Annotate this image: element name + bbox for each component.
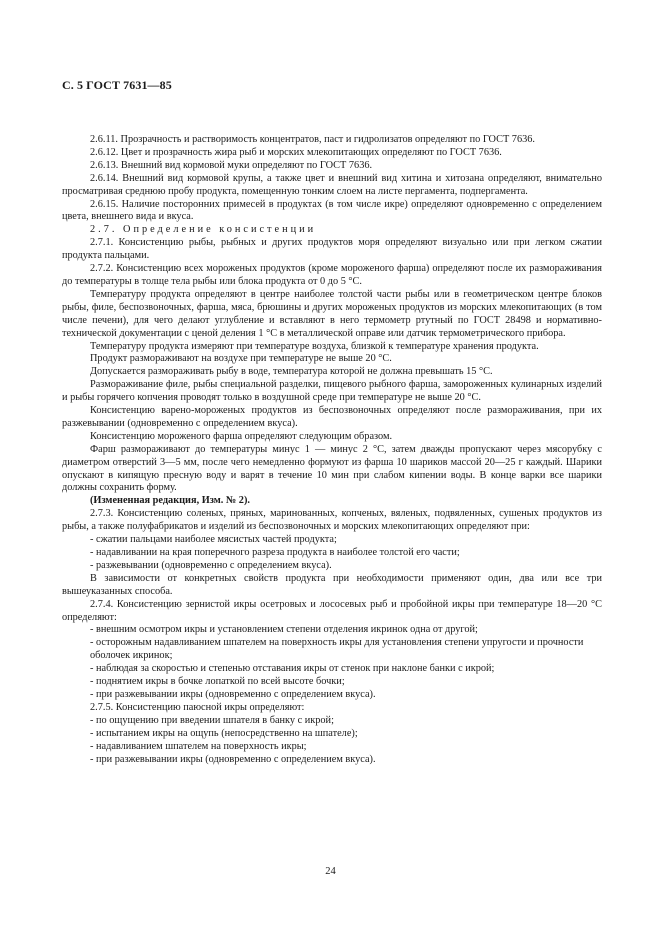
paragraph: 2.7.1. Консистенцию рыбы, рыбных и других продуктов моря определяют визуально или при легком сжатии продукта пальцами. bbox=[62, 237, 602, 262]
list-item: - испытанием икры на ощупь (непосредственно на шпателе); bbox=[90, 727, 358, 739]
list-item: - наблюдая за скоростью и степенью отставания икры от стенок при наклоне банки с икрой; bbox=[90, 663, 495, 675]
paragraph: 2.7.2. Консистенцию всех мороженых продуктов (кроме мороженого фарша) определяют после их размораживания до температуры в толще тела рыбы или блока продукта от 0 до 5 °С. bbox=[62, 263, 602, 287]
list-item: - по ощущению при введении шпателя в банку с икрой; bbox=[90, 714, 334, 726]
list-item: - надавливании на края поперечного разреза продукта в наиболее толстой его части; bbox=[90, 547, 460, 558]
list-item: - надавливанием шпателем на поверхность икры; bbox=[90, 740, 307, 752]
paragraph: Допускается размораживать рыбу в воде, температура которой не должна превышать 15 °С. bbox=[90, 366, 493, 378]
page-number: 24 bbox=[325, 866, 336, 877]
paragraph: Температуру продукта измеряют при температуре воздуха, близкой к температуре хранения продукта. bbox=[90, 340, 539, 352]
paragraph: Консистенцию варено-мороженых продуктов из беспозвоночных определяют после размораживания, при их разжевывании (одновременно с определением вкуса). bbox=[62, 405, 602, 429]
paragraph: 2.6.15. Наличие посторонних примесей в продуктах (в том числе икре) определяют одновременно с определением цвета, внешнего вида и вкуса. bbox=[62, 198, 602, 223]
paragraph: Размораживание филе, рыбы специальной разделки, пищевого рыбного фарша, замороженных кулинарных изделий и рыбы горячего копчения проводят только в воздушной среде при температуре не выше 20 °С. bbox=[62, 379, 602, 404]
paragraph: 2.7.3. Консистенцию соленых, пряных, маринованных, копченых, вяленых, подвяленных, сушеных продуктов из рыбы, а также полуфабрикатов и изделий из беспозвоночных и морских млекопитающих определяют при: bbox=[62, 508, 602, 533]
list-item: - осторожным надавливанием шпателем на поверхность икры для установления степени упругости и прочности оболочек икринок; bbox=[90, 637, 584, 662]
list-item: - сжатии пальцами наиболее мясистых частей продукта; bbox=[90, 534, 337, 546]
paragraph: 2.6.14. Внешний вид кормовой крупы, а также цвет и внешний вид хитина и хитозана определяют, внимательно просматривая среднюю пробу продукта, помещенную тонким слоем на листе пергамента, подпергамента. bbox=[62, 172, 602, 197]
paragraph: 2.6.12. Цвет и прозрачность жира рыб и морских млекопитающих определяют по ГОСТ 7636. bbox=[90, 146, 502, 158]
paragraph: Продукт размораживают на воздухе при температуре не выше 20 °С. bbox=[90, 353, 392, 365]
paragraph: Фарш размораживают до температуры минус 1 — минус 2 °С, затем дважды пропускают через мясорубку с диаметром отверстий 3—5 мм, после чего немедленно формуют из фарша 10 шариков массой 20—25 г каждый. Шарики опускают в кипящую пресную воду и варят в течение 10 мин при слабом кипении воды. В конце варки все шарики должны сохранить форму. bbox=[62, 443, 602, 494]
list-item: - при разжевывании икры (одновременно с определением вкуса). bbox=[90, 753, 376, 765]
list-item: - поднятием икры в бочке лопаткой по всей высоте бочки; bbox=[90, 676, 345, 688]
page-header: С. 5 ГОСТ 7631—85 bbox=[62, 78, 172, 92]
paragraph: 2.6.13. Внешний вид кормовой муки определяют по ГОСТ 7636. bbox=[90, 159, 373, 171]
paragraph: В зависимости от конкретных свойств продукта при необходимости применяют один, два или все три вышеуказанных способа. bbox=[62, 572, 602, 597]
paragraph: Консистенцию мороженого фарша определяют следующим образом. bbox=[90, 430, 393, 442]
list-item: - внешним осмотром икры и установлением степени отделения икринок одна от другой; bbox=[90, 624, 478, 636]
document-body bbox=[62, 134, 602, 766]
paragraph: 2.6.11. Прозрачность и растворимость концентратов, паст и гидролизатов определяют по ГОСТ 7636. bbox=[90, 134, 535, 145]
list-item: - разжевывании (одновременно с определением вкуса). bbox=[90, 559, 332, 571]
paragraph: Температуру продукта определяют в центре наиболее толстой части рыбы или в геометрическом центре блоков рыбы, филе, беспозвоночных, фарша, мяса, брюшины и других мороженых продуктов из морских млекопитающих (в том числе печени), для чего делают углубление и вставляют в него термометр ртутный по ГОСТ 28498 и нормативно-технической документации с ценой деления 1 °С в металлической оправе или датчик термометрического прибора. bbox=[62, 288, 602, 339]
paragraph: 2.7.5. Консистенцию паюсной икры определяют: bbox=[90, 701, 305, 713]
paragraph: 2.7.4. Консистенцию зернистой икры осетровых и лососевых рыб и пробойной икры при температуре 18—20 °С определяют: bbox=[62, 598, 602, 623]
section-heading: 2.7. Определение консистенции bbox=[90, 224, 317, 236]
paragraph: (Измененная редакция, Изм. № 2). bbox=[90, 495, 250, 507]
list-item: - при разжевывании икры (одновременно с определением вкуса). bbox=[90, 688, 376, 700]
